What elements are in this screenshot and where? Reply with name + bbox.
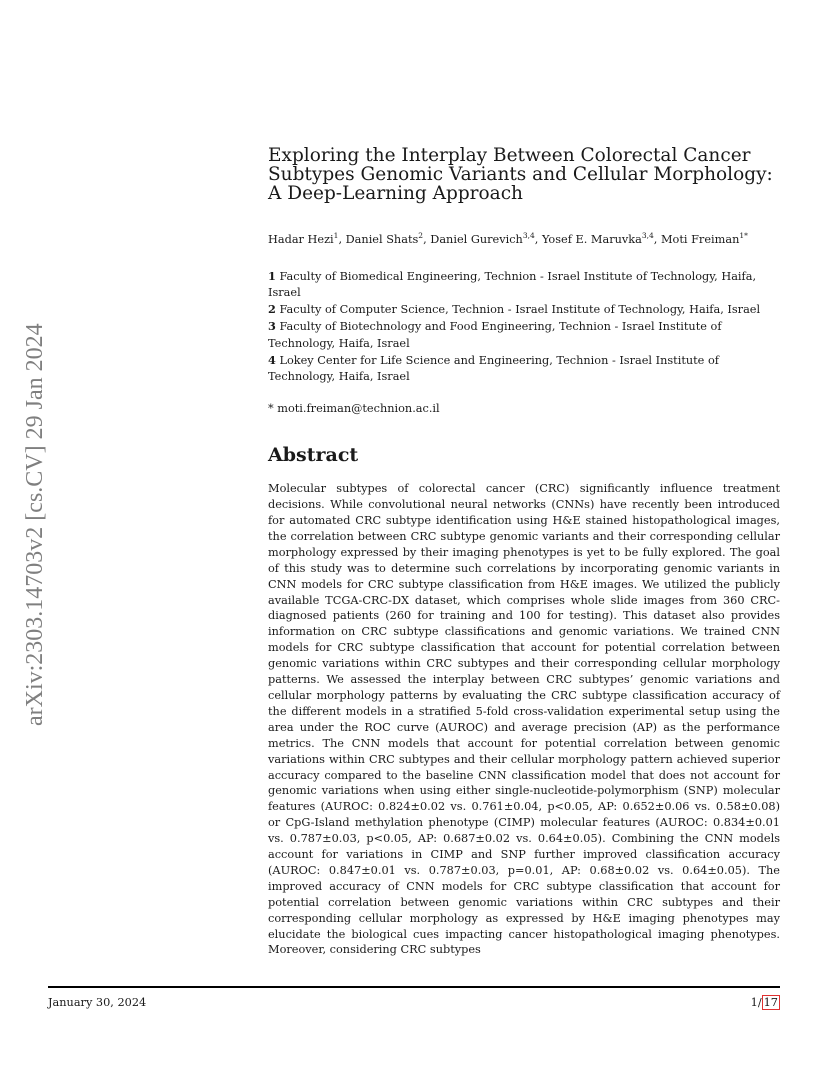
affiliation: 4 Lokey Center for Life Science and Engineering, Technion - Israel Institute of Technology, Haifa, Israel — [268, 352, 719, 383]
author: Hadar Hezi$^1$ — [268, 231, 339, 246]
affiliation: 3 Faculty of Biotechnology and Food Engineering, Technion - Israel Institute of Technology, Haifa, Israel — [268, 319, 722, 350]
total-pages-link[interactable]: 17 — [763, 996, 778, 1009]
affiliation-list — [268, 268, 780, 385]
paper-title: Exploring the Interplay Between Colorectal Cancer Subtypes Genomic Variants and Cellular Morphology: A Deep-Learning Approach — [268, 145, 773, 204]
abstract-heading: Abstract — [268, 444, 359, 467]
author-list: Hadar Hezi$^1$, Daniel Shats$^2$, Daniel Gurevich$^{3,4}$, Yosef E. Maruvka$^{3,4}$, Moti Freiman$^{1*}$ — [268, 231, 748, 246]
author: Moti Freiman$^{1*}$ — [660, 231, 748, 246]
author: Daniel Shats$^2$ — [345, 231, 424, 246]
affiliation: 2 Faculty of Computer Science, Technion - Israel Institute of Technology, Haifa, Israel — [268, 302, 761, 317]
correspondence-email[interactable]: * moti.freiman@technion.ac.il — [268, 402, 440, 416]
affiliation: 1 Faculty of Biomedical Engineering, Technion - Israel Institute of Technology, Haifa, Israel — [268, 268, 757, 299]
author: Daniel Gurevich$^{3,4}$ — [430, 231, 535, 246]
footer-date: January 30, 2024 — [48, 996, 147, 1009]
footer-rule — [48, 986, 780, 988]
paper-first-page — [268, 146, 780, 970]
arxiv-identifier: arXiv:2303.14703v2 [cs.CV] 29 Jan 2024 — [22, 323, 48, 727]
abstract-text: Molecular subtypes of colorectal cancer (CRC) significantly influence treatment decisions. While convolutional neural networks (CNNs) have recently been introduced for automated CRC subtype identification using H&E stained histopathological images, the correlation between CRC subtype genomic variants and their corresponding cellular morphology expressed by their imaging phenotypes is yet to be fully explored. The goal of this study was to determine such correlations by incorporating genomic variants in CNN models for CRC subtype classification from H&E images. We utilized the publicly available TCGA-CRC-DX dataset, which comprises whole slide images from 360 CRC-diagnosed patients (260 for training and 100 for testing). This dataset also provides information on CRC subtype classifications and genomic variations. We trained CNN models for CRC subtype classification that account for potential correlation between genomic variations within CRC subtypes and their corresponding cellular morphology patterns. We assessed the interplay between CRC subtypes’ genomic variations and cellular morphology patterns by evaluating the CRC subtype classification accuracy of the different models in a stratified 5-fold cross-validation experimental setup using the area under the ROC curve (AUROC) and average precision (AP) as the performance metrics. The CNN models that account for potential correlation between genomic variations within CRC subtypes and their cellular morphology pattern achieved superior accuracy compared to the baseline CNN classification model that does not account for genomic variations when using either single-nucleotide-polymorphism (SNP) molecular features (AUROC: 0.824±0.02 vs. 0.761±0.04, p<0.05, AP: 0.652±0.06 vs. 0.58±0.08) or CpG-Island methylation phenotype (CIMP) molecular features (AUROC: 0.834±0.01 vs. 0.787±0.03, p<0.05, AP: 0.687±0.02 vs. 0.64±0.05). Combining the CNN models account for variations in CIMP and SNP further improved classification accuracy (AUROC: 0.847±0.01 vs. 0.787±0.03, p=0.01, AP: 0.68±0.02 vs. 0.64±0.05). The improved accuracy of CNN models for CRC subtype classification that account for potential correlation between genomic variations within CRC subtypes and their corresponding cellular morphology as expressed by H&E imaging phenotypes may elucidate the biological cues impacting cancer histopathological imaging phenotypes. Moreover, considering CRC subtypes — [268, 482, 780, 957]
page-number: 1/ 17 — [750, 996, 778, 1009]
author: Yosef E. Maruvka$^{3,4}$ — [541, 231, 654, 246]
